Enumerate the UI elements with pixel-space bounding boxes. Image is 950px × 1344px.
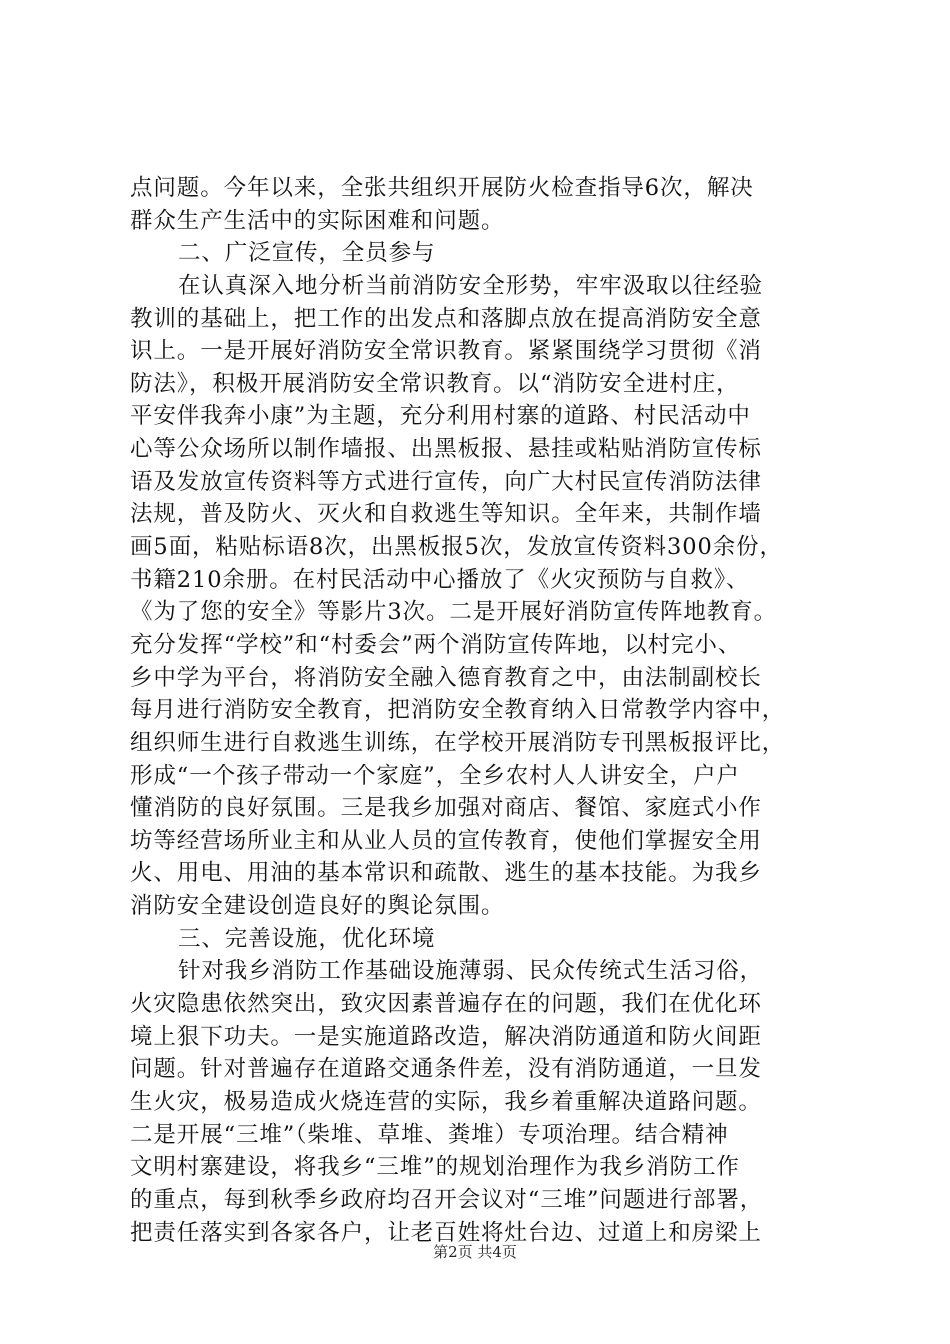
paragraph-line: 防法》，积极开展消防安全常识教育。以“消防安全进村庄，: [130, 370, 740, 397]
paragraph-line: 境上狠下功夫。一是实施道路改造，解决消防通道和防火间距: [130, 1023, 762, 1050]
section-heading: 三、完善设施，优化环境: [178, 925, 436, 952]
paragraph-line: 二是开展“三堆”（柴堆、草堆、粪堆）专项治理。结合精神: [130, 1121, 729, 1148]
paragraph-line: 法规，普及防火、灭火和自救逃生等知识。全年来，共制作墙: [130, 501, 762, 528]
paragraph-line: 点问题。今年以来，全张共组织开展防火检查指导6次，解决: [130, 175, 754, 201]
paragraph-line: 组织师生进行自救逃生训练，在学校开展消防专刊黑板报评比，: [130, 729, 786, 756]
paragraph-line: 火灾隐患依然突出，致灾因素普遍存在的问题，我们在优化环: [130, 991, 762, 1018]
paragraph-line: 的重点，每到秋季乡政府均召开会议对“三堆”问题进行部署，: [130, 1186, 764, 1213]
paragraph-line: 识上。一是开展好消防安全常识教育。紧紧围绕学习贯彻《消: [130, 338, 762, 365]
paragraph-line: 乡中学为平台，将消防安全融入德育教育之中，由法制副校长: [130, 664, 762, 691]
paragraph-line: 懂消防的良好氛围。三是我乡加强对商店、餐馆、家庭式小作: [130, 795, 762, 822]
paragraph-line: 生火灾，极易造成火烧连营的实际，我乡着重解决道路问题。: [130, 1088, 762, 1115]
paragraph-line: 每月进行消防安全教育，把消防安全教育纳入日常教学内容中，: [130, 697, 786, 724]
paragraph-line: 坊等经营场所业主和从业人员的宣传教育，使他们掌握安全用: [130, 827, 762, 854]
paragraph-line: 画5面，粘贴标语8次，出黑板报5次，发放宣传资料300余份，: [130, 534, 783, 561]
paragraph-line: 火、用电、用油的基本常识和疏散、逃生的基本技能。为我乡: [130, 860, 762, 887]
paragraph-line: 在认真深入地分析当前消防安全形势，牢牢汲取以往经验: [178, 272, 764, 299]
paragraph-line: 语及发放宣传资料等方式进行宣传，向广大村民宣传消防法律: [130, 468, 762, 495]
paragraph-line: 问题。针对普遍存在道路交通条件差，没有消防通道，一旦发: [130, 1056, 762, 1083]
section-heading: 二、广泛宣传，全员参与: [178, 240, 436, 267]
document-body: [130, 172, 830, 1249]
paragraph-line: 形成“一个孩子带动一个家庭”，全乡农村人人讲安全，户户: [130, 762, 740, 789]
paragraph-line: 消防安全建设创造良好的舆论氛围。: [130, 893, 505, 920]
paragraph-line: 书籍210余册。在村民活动中心播放了《火灾预防与自救》、: [130, 566, 750, 593]
page-footer: 第2页 共4页: [433, 1243, 517, 1261]
paragraph-line: 把责任落实到各家各户，让老百姓将灶台边、过道上和房梁上: [130, 1219, 762, 1246]
paragraph-line: 《为了您的安全》等影片3次。二是开展好消防宣传阵地教育。: [130, 599, 778, 626]
paragraph-line: 教训的基础上，把工作的出发点和落脚点放在提高消防安全意: [130, 305, 762, 332]
paragraph-line: 平安伴我奔小康”为主题，充分利用村寨的道路、村民活动中: [130, 403, 751, 430]
paragraph-line: 文明村寨建设，将我乡“三堆”的规划治理作为我乡消防工作: [130, 1154, 740, 1181]
paragraph-line: 群众生产生活中的实际困难和问题。: [130, 207, 505, 234]
paragraph-line: 充分发挥“学校”和“村委会”两个消防宣传阵地，以村完小、: [130, 631, 742, 658]
paragraph-line: 心等公众场所以制作墙报、出黑板报、悬挂或粘贴消防宣传标: [130, 436, 762, 463]
paragraph-line: 针对我乡消防工作基础设施薄弱、民众传统式生活习俗，: [178, 958, 764, 985]
